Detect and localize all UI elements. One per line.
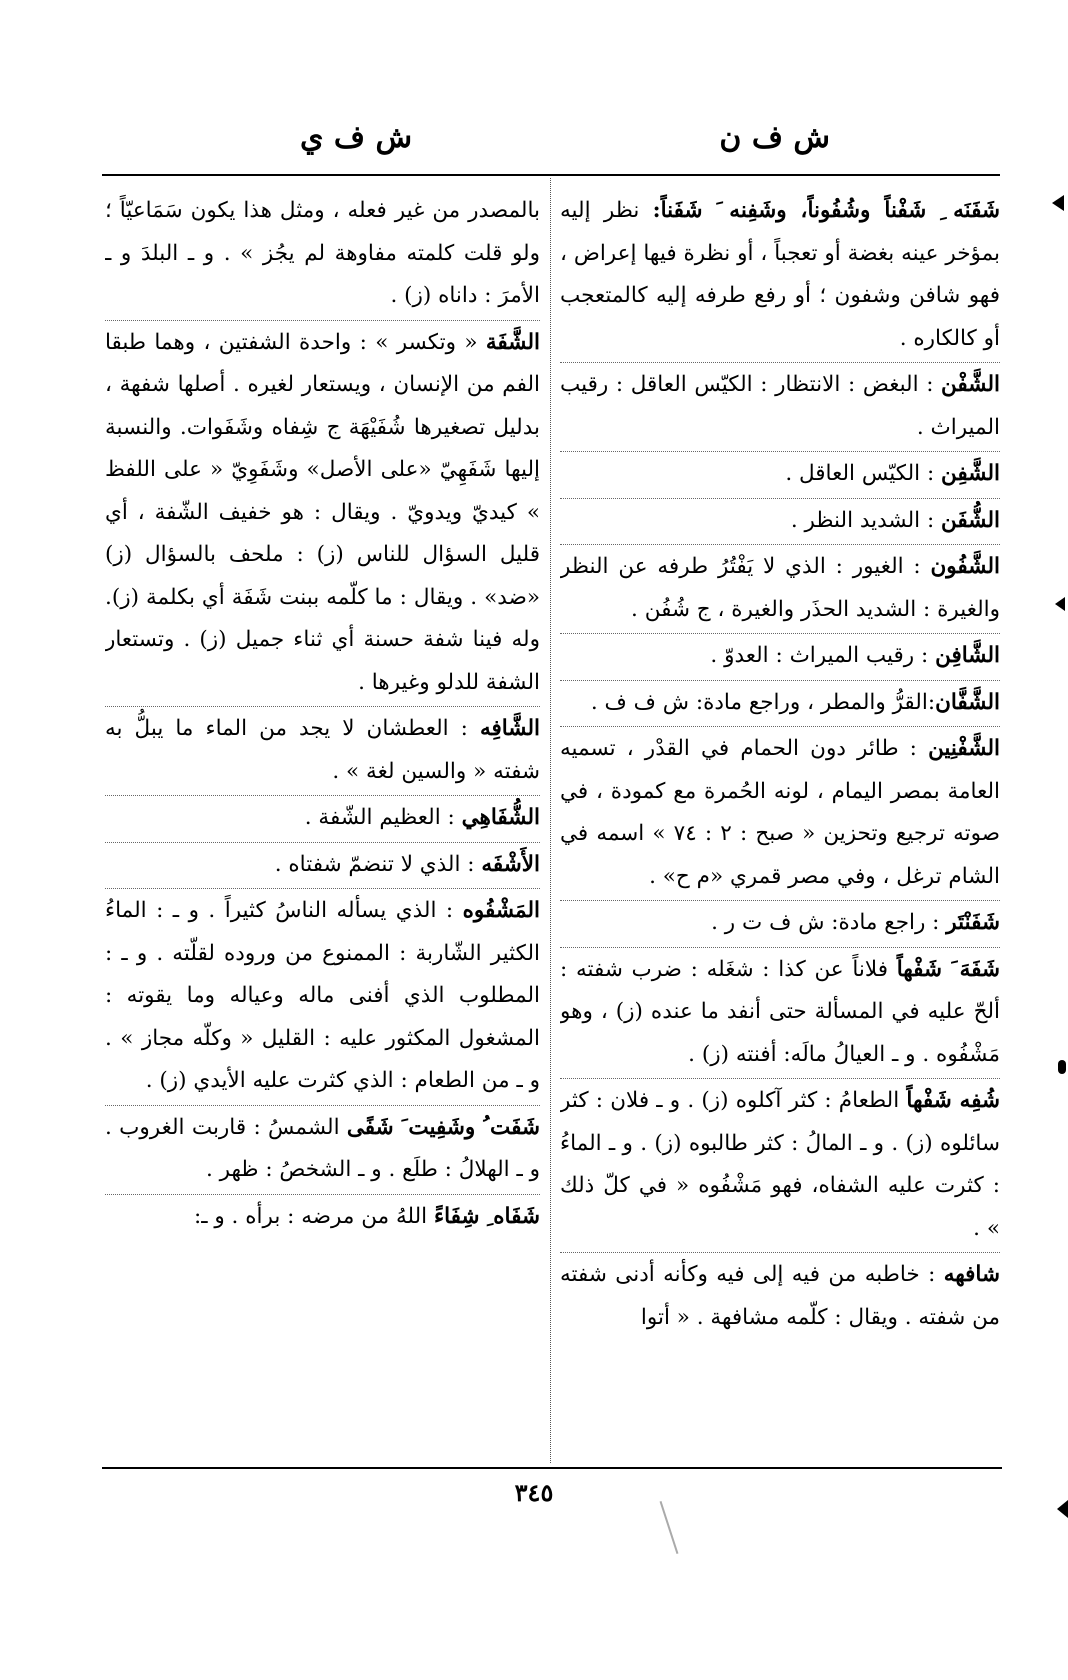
page-header <box>100 120 1000 170</box>
entry-headword: الشَّافِن <box>935 643 1000 668</box>
entry-headword: شَفَنَه ِ شَفْناً وشُفُوناً، وشَفِنه َ شَفَناً: <box>652 198 1000 223</box>
entry-definition: : رقيب الميراث : العدوّ . <box>710 643 936 668</box>
entry-definition: : الغيور : الذي لا يَفْتُرُ طرفه عن النظر والغيرة : الشديد الحذَر والغيرة ، ج شُفُن . <box>560 554 1000 622</box>
entry-headword: الشَّفَّان <box>935 689 1000 715</box>
dictionary-entry <box>560 900 1000 945</box>
entry-definition: فلاناً عن كذا : شغَله : ضرب شفته : ألحّ عليه في المسألة حتى أنفد ما عنده (ز) ، وهو مَشْفُوه . و ـ العيالُ مالَه: أفنته (ز) . <box>560 956 1000 1067</box>
entry-definition: : الكيّس العاقل . <box>785 461 942 486</box>
entry-definition: : الشديد النظر . <box>790 507 942 533</box>
entry-headword: الشَّفُون <box>930 554 1000 579</box>
header-rule <box>102 174 1000 176</box>
dictionary-entry <box>105 1105 540 1192</box>
entry-headword: الشُّفَاهِي <box>461 805 540 830</box>
dictionary-entry <box>560 544 1000 631</box>
dictionary-entry <box>105 320 540 705</box>
entry-headword: شَفَهَ َ شَفْهاً <box>896 956 1000 982</box>
dictionary-entry <box>560 1078 1000 1250</box>
entry-headword: شافهه <box>943 1262 1000 1287</box>
margin-mark <box>1057 1500 1068 1518</box>
dictionary-entry <box>560 947 1000 1077</box>
entry-definition: : العظيم الشّفة . <box>304 805 462 830</box>
dictionary-entry <box>105 842 540 887</box>
dictionary-entry <box>560 362 1000 449</box>
dictionary-entry <box>560 1252 1000 1339</box>
entry-definition: اللهُ من مرضه : برأه . و ـ: <box>193 1203 434 1229</box>
dictionary-entry <box>105 706 540 793</box>
right-column <box>560 190 1000 1460</box>
entry-headword: الشُّفَن <box>941 507 1000 533</box>
dictionary-entry <box>105 190 540 318</box>
entry-definition: نظر إليه بمؤخر عينه بغضة أو تعجباً ، أو نظرة فيها إعراض ، فهو شافن وشفون ؛ أو رفع طرفه إليه كالمتعجب أو كالكاره . <box>560 198 1000 351</box>
entry-definition: : الذي يسأله الناسُ كثيراً . و ـ : الماءُ الكثير الشّاربة : الممنوع من وروده لقلّته . و ـ : المطلوب الذي أفنى ماله وعياله وما يقوته : المشغول المكثور عليه : القليل « وكلّه مجاز » . و ـ من الطعام : الذي كثرت عليه الأيدي (ز) . <box>105 898 540 1093</box>
dictionary-entry <box>560 680 1000 725</box>
entry-definition: : خاطبه من فيه إلى فيه وكأنه أدنى شفته من شفته . ويقال : كلّمه مشافهة . « أتوا <box>560 1262 1000 1330</box>
header-root-left: ش ف ي <box>300 120 413 155</box>
header-root-right: ش ف ن <box>719 120 830 155</box>
column-divider <box>550 178 551 1463</box>
entry-headword: شَفَت ُ وشَفِيت َ شَفًى <box>346 1114 540 1140</box>
entry-headword: الشَّافِه <box>479 716 540 741</box>
entry-headword: الأَشْفَه <box>481 851 540 877</box>
entry-headword: شَفَنْتَر <box>946 910 1000 935</box>
dictionary-entry <box>560 190 1000 360</box>
entry-headword: الشَّفَة <box>485 329 540 355</box>
entry-definition: :القرُّ والمطر ، وراجع مادة: ش ف ف . <box>590 689 936 715</box>
entry-definition: الشمسُ : قاربت الغروب . و ـ الهلالُ : طلَع . و ـ الشخصُ : ظهر . <box>105 1114 540 1182</box>
margin-mark <box>1058 1060 1066 1074</box>
entry-headword: شُفِه شَفْهاً <box>906 1088 1000 1113</box>
entry-headword: المَشْفُوه <box>462 898 540 923</box>
dictionary-entry <box>560 726 1000 898</box>
entry-definition: : الذي لا تنضمّ شفتاه . <box>274 851 482 877</box>
entry-headword: الشَّفْن <box>941 372 1000 397</box>
left-column <box>105 190 540 1460</box>
entry-definition: : طائر دون الحمام في القدْر ، تسميه العامة بمصر اليمام ، لونه الحُمرة مع كمودة ، في صوته ترجيع وتحزين « صبح : ٢ : ٧٤ » اسمه في الشام ترغل ، وفي مصر قمري «م ح» . <box>560 736 1000 889</box>
dictionary-entry <box>105 795 540 840</box>
entry-definition: « وتكسر » : واحدة الشفتين ، وهما طبقا الفم من الإنسان ، ويستعار لغيره . أصلها شفهة ، بدليل تصغيرها شُفَيْهَة ج شِفاه وشَفَوات. والنسبة إليها شَفَهِيّ «على الأصل» وشَفَوِيّ « على اللفظ » كيديّ ويدويّ . ويقال : هو خفيف الشّفة ، أي قليل السؤال للناس (ز) : ملحف بالسؤال (ز) «ضد» . ويقال : ما كلّمه ببنت شَفَة أي بكلمة (ز). وله فينا شفة حسنة أي ثناء جميل (ز) . وتستعار الشفة للدلو وغيرها . <box>105 329 540 695</box>
page-number: ٣٤٥ <box>514 1478 554 1507</box>
dictionary-entry <box>560 451 1000 496</box>
dictionary-entry <box>105 1194 540 1239</box>
dictionary-entry <box>105 888 540 1103</box>
margin-mark <box>1052 195 1064 211</box>
entry-headword: شَفَاه ِ شِفَاءً <box>433 1203 540 1229</box>
entry-headword: الشَّفْنِين <box>928 736 1000 761</box>
entry-headword: الشَّفِن <box>941 461 1000 486</box>
margin-mark <box>1055 597 1065 611</box>
entry-definition: بالمصدر من غير فعله ، ومثل هذا يكون سَمَاعيّاً ؛ ولو قلت كلمته مفاوهة لم يجُز » . و ـ البلدَ و ـ الأمرَ : داناه (ز) . <box>105 198 540 308</box>
dictionary-entry <box>560 498 1000 543</box>
entry-definition: : العطشان لا يجد من الماء ما يبلُّ به شفته « والسين لغة » . <box>105 716 540 784</box>
entry-definition: : البغض : الانتظار : الكيّس العاقل : رقيب الميراث . <box>560 372 1000 440</box>
dictionary-entry <box>560 633 1000 678</box>
entry-definition: الطعامُ : كثر آكلوه (ز) . و ـ فلان : كثر سائلوه (ز) . و ـ المالُ : كثر طالبوه (ز) . و ـ الماءُ : كثرت عليه الشفاه، فهو مَشْفُوه « في كلّ ذلك » . <box>560 1088 1000 1241</box>
entry-definition: : راجع مادة: ش ف ت ر . <box>711 910 947 935</box>
scan-artifact <box>660 1501 679 1554</box>
footer-rule <box>102 1467 1002 1469</box>
